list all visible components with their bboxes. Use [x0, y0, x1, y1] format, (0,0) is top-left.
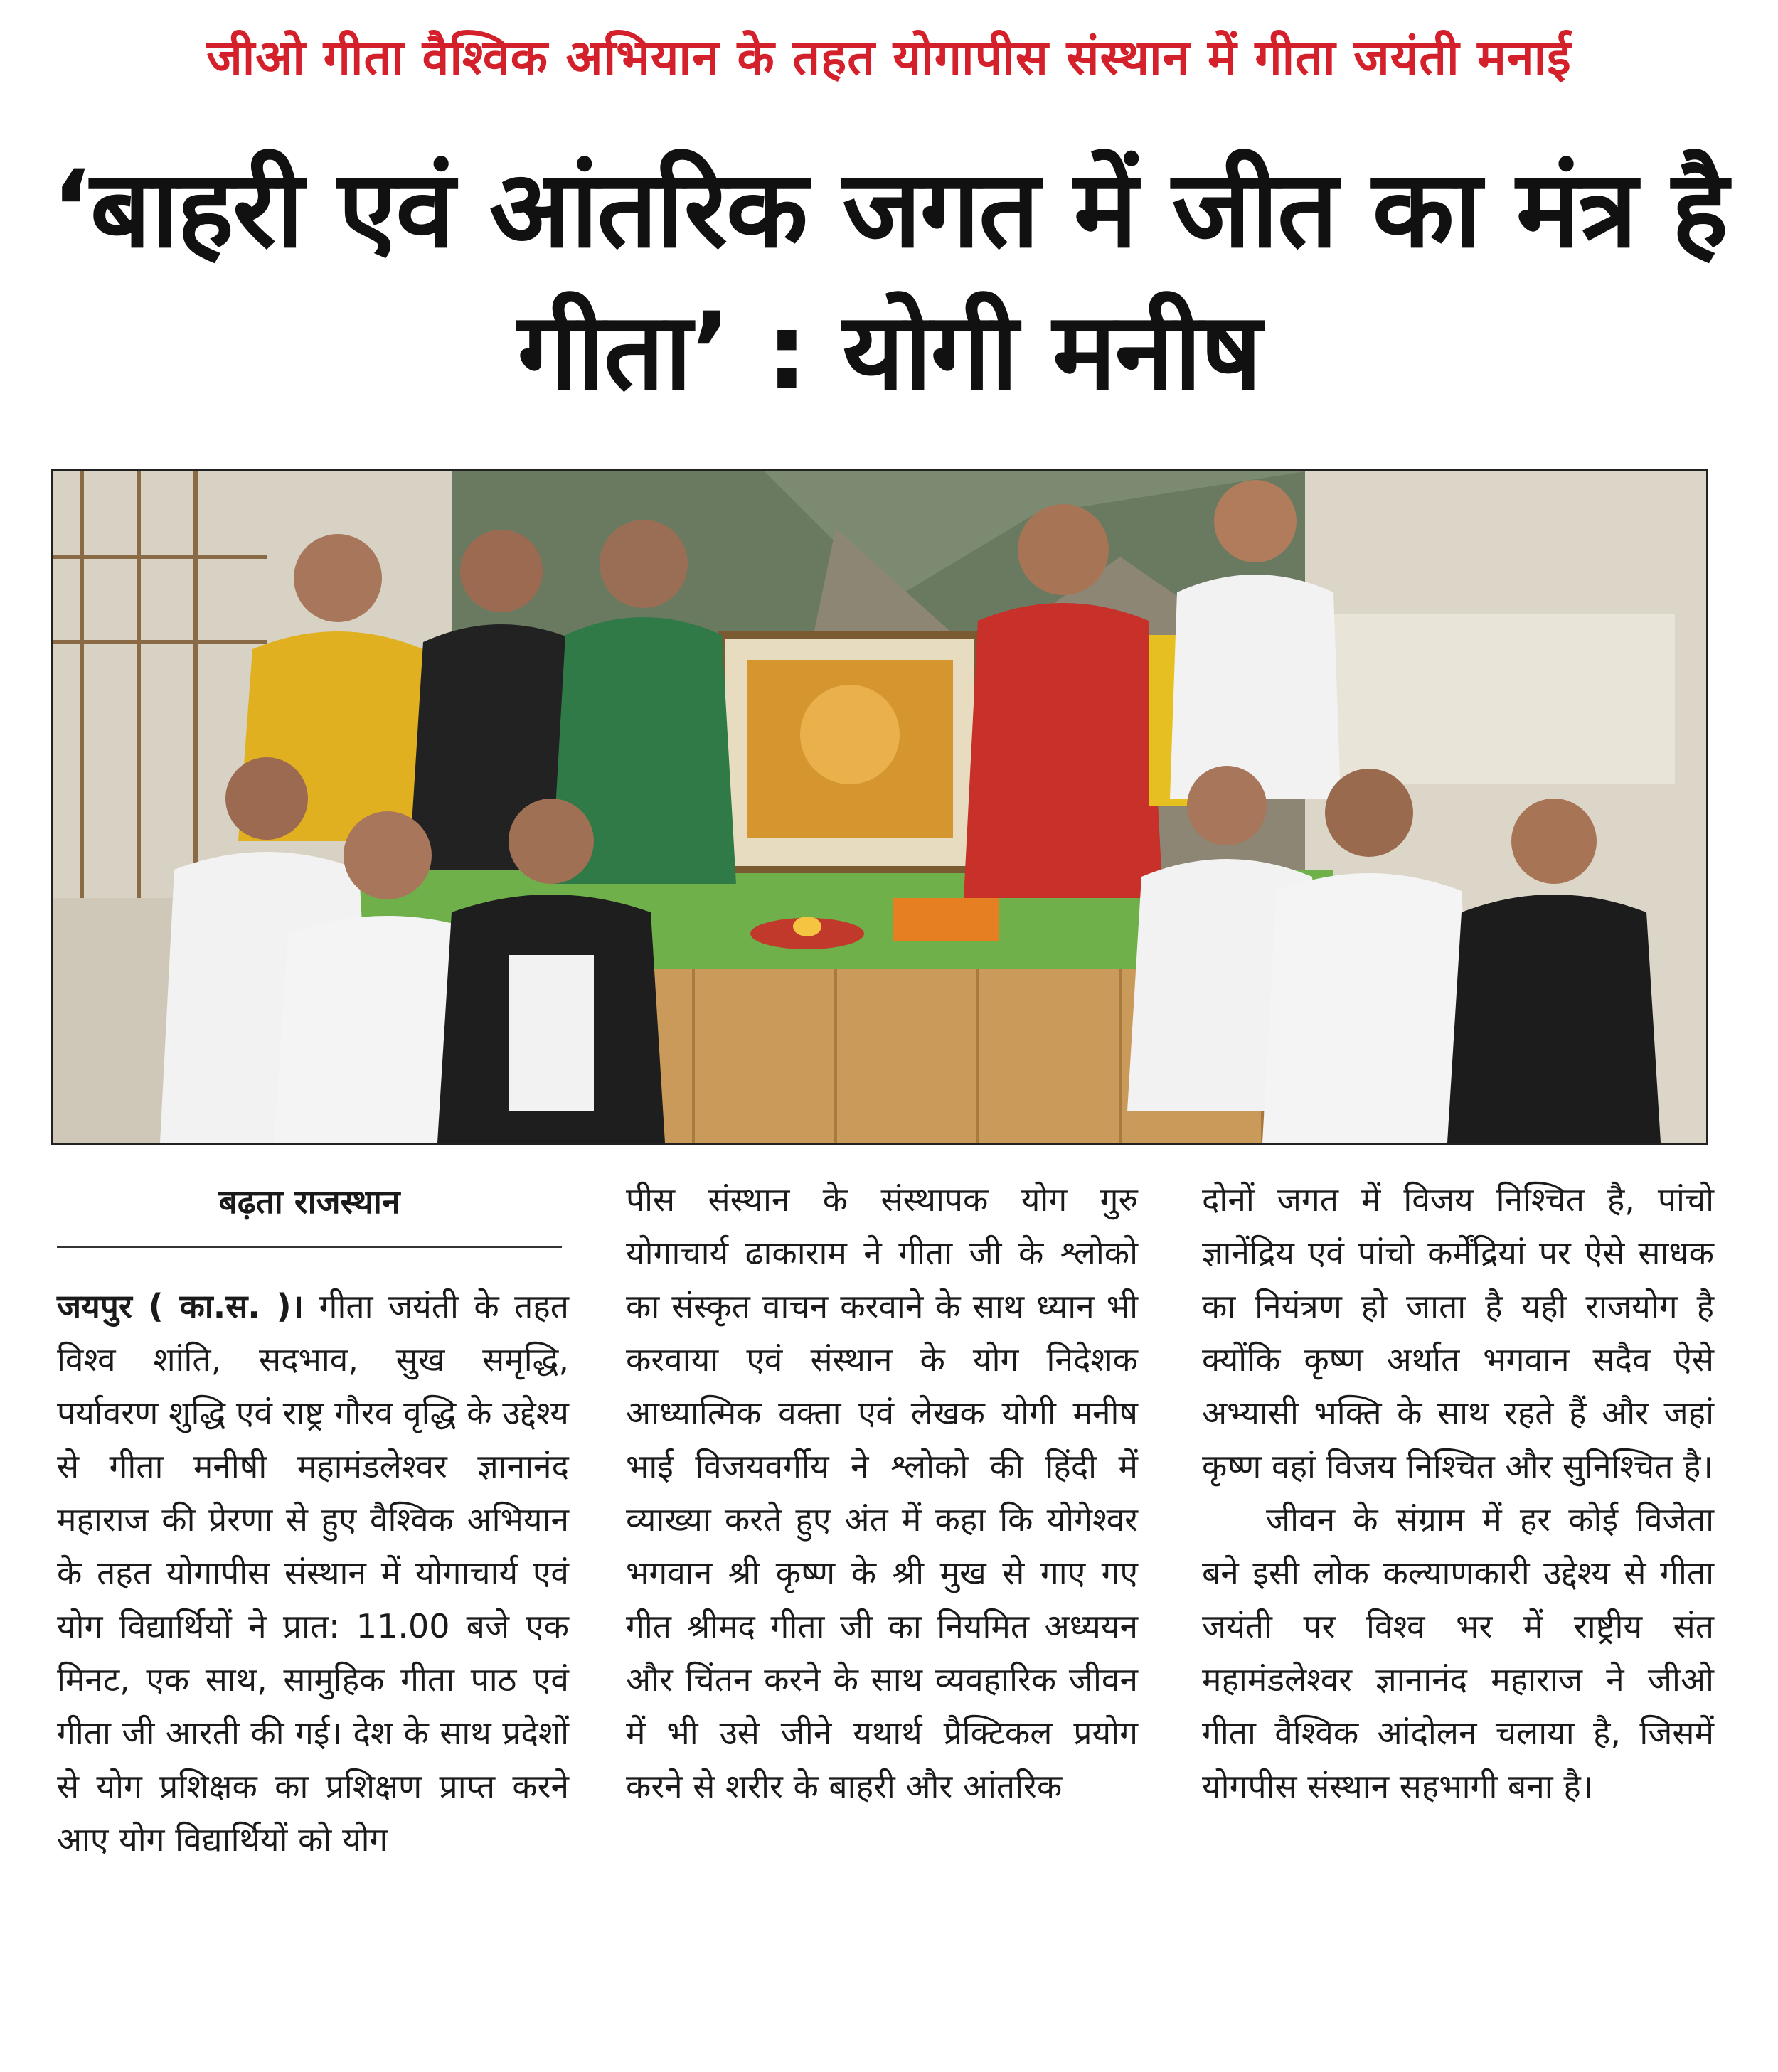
byline: बढ़ता राजस्थान: [218, 1182, 400, 1221]
article-column-1: [57, 1280, 569, 2062]
column-2-text: पीस संस्थान के संस्थापक योग गुरु योगाचार्य ढाकाराम ने गीता जी के श्लोको का संस्कृत वाचन करवाने के साथ ध्यान भी करवाया एवं संस्थान के योग निदेशक आध्यात्मिक वक्ता एवं लेखक योगी मनीष भाई विजयवर्गीय ने श्लोको की हिंदी में व्याख्या करते हुए अंत में कहा कि योगेश्वर भगवान श्री कृष्ण के श्री मुख से गाए गए गीत श्रीमद गीता जी का नियमित अध्ययन और चिंतन करने के साथ व्यवहारिक जीवन में भी उसे जीने यथार्थ प्रैक्टिकल प्रयोग करने से शरीर के बाहरी और आंतरिक: [626, 1180, 1138, 1805]
column-3-paragraph-1: दोनों जगत में विजय निश्चित है, पांचो ज्ञानेंद्रिय एवं पांचो कर्मेंद्रियां पर ऐसे साधक का नियंत्रण हो जाता है यही राजयोग है क्योंकि कृष्ण अर्थात भगवान सदैव ऐसे अभ्यासी भक्ति के साथ रहते हैं और जहां कृष्ण वहां विजय निश्चित और सुनिश्चित है।: [1202, 1180, 1714, 1485]
article-headline: ‘बाहरी एवं आंतरिक जगत में जीत का मंत्र है गीता’ : योगी मनीष: [50, 148, 1728, 414]
column-1-text: गीता जयंती के तहत विश्व शांति, सदभाव, सुख समृद्धि, पर्यावरण शुद्धि एवं राष्ट्र गौरव वृद्धि के उद्देश्य से गीता मनीषी महामंडलेश्वर ज्ञानानंद महाराज की प्रेरणा से हुए वैश्विक अभियान के तहत योगापीस संस्थान में योगाचार्य एवं योग विद्यार्थियों ने प्रात: 11.00 बजे एक मिनट, एक साथ, सामुहिक गीता पाठ एवं गीता जी आरती की गई। देश के साथ प्रदेशों से योग प्रशिक्षक का प्रशिक्षण प्राप्त करने आए योग विद्यार्थियों को योग: [57, 1287, 570, 1859]
article-kicker: जीओ गीता वैश्विक अभियान के तहत योगापीस संस्थान में गीता जयंती मनाई: [206, 30, 1572, 86]
article-column-2: [626, 1173, 1138, 2069]
dateline: जयपुर ( का.स. )।: [57, 1287, 304, 1325]
article-column-3: [1202, 1173, 1714, 2069]
column-3-paragraph-2: जीवन के संग्राम में हर कोई विजेता बने इसी लोक कल्याणकारी उद्देश्य से गीता जयंती पर विश्व भर में राष्ट्रीय संत महामंडलेश्वर ज्ञानानंद महाराज ने जीओ गीता वैश्विक आंदोलन चलाया है, जिसमें योगपीस संस्थान सहभागी बना है।: [1202, 1500, 1714, 1805]
group-photo: [51, 469, 1708, 1145]
byline-divider: [57, 1246, 562, 1248]
